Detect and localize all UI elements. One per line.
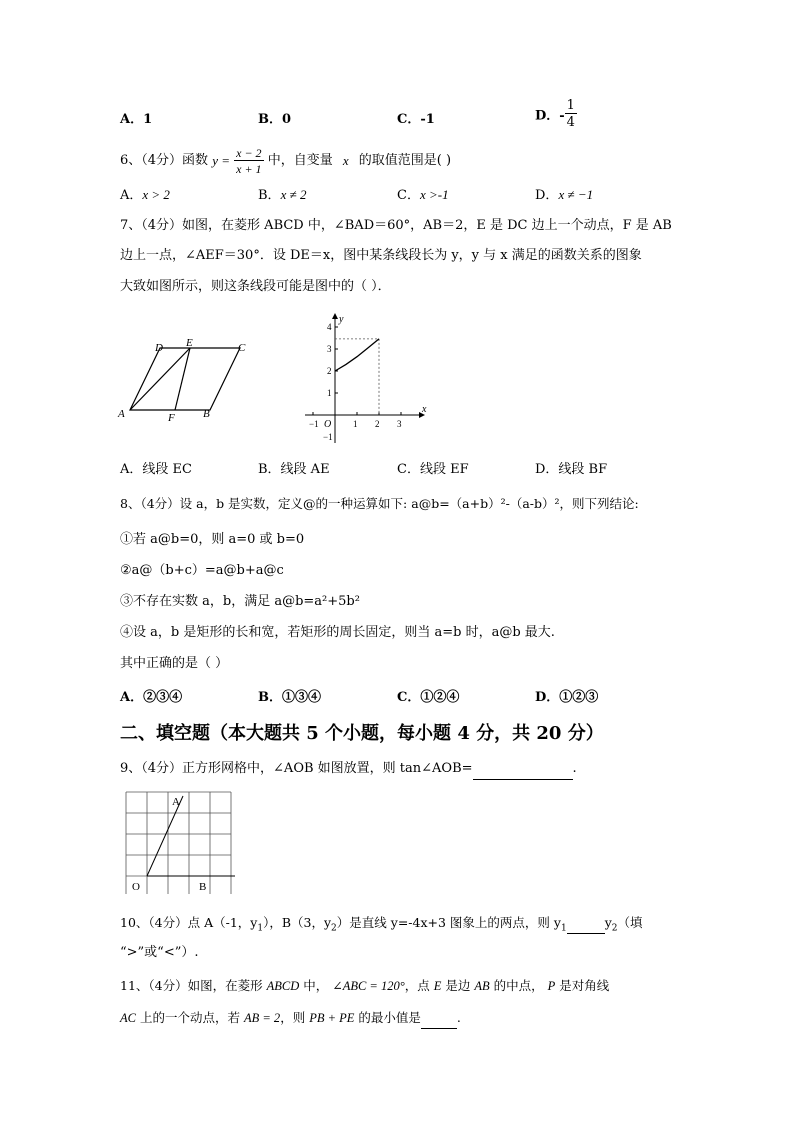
y-tick-label-negative: −1 — [323, 432, 333, 442]
label-d: D — [155, 342, 163, 354]
q9-grid-figure — [120, 788, 240, 898]
label-c: C — [238, 342, 246, 354]
q6-option-b: B．x ≠ 2 — [258, 187, 307, 203]
x-tick-label: 1 — [353, 419, 358, 429]
graph-x-label: x — [422, 404, 427, 415]
graph-origin-label: O — [324, 419, 332, 430]
y-tick-label: 1 — [327, 388, 332, 398]
q7-line-1: 7、（4分）如图，在菱形 ABCD 中，∠BAD＝60°，AB＝2，E 是 DC 边上一个动点，F 是 AB — [120, 218, 672, 233]
q7-option-c: C．线段 EF — [397, 462, 469, 477]
x-tick-label: −1 — [309, 419, 319, 429]
y-tick-label: 4 — [327, 322, 332, 332]
q7-line-3: 大致如图所示，则这条线段可能是图中的（ ）． — [120, 279, 391, 294]
rhombus-outline — [130, 348, 240, 410]
q5-option-a: A．1 — [120, 112, 153, 127]
section-2-heading: 二、填空题（本大题共 5 个小题，每小题 4 分，共 20 分） — [120, 723, 604, 744]
q8-stem: 8、（4分）设 a，b 是实数，定义@的一种运算如下: a@b=（a+b）²-（a-b）²，则下列结论: — [120, 496, 639, 511]
label-a: A — [118, 408, 125, 420]
segment-ae — [130, 348, 190, 410]
q7-rhombus-figure — [115, 335, 260, 425]
q7-line-2: 边上一点，∠AEF＝30°．设 DE＝x，图中某条线段长为 y，y 与 x 满足的函数关系的图象 — [120, 248, 642, 263]
q8-option-c: C．①②④ — [397, 690, 460, 705]
q9-grid-lines — [126, 792, 235, 894]
graph-curve — [335, 339, 379, 371]
label-f: F — [168, 412, 175, 424]
label-b: B — [203, 408, 210, 420]
q5-option-b: B．0 — [258, 112, 292, 127]
q7-option-a: A．线段 EC — [120, 462, 192, 477]
grid-label-b: B — [199, 881, 207, 893]
q8-option-b: B．①③④ — [258, 690, 321, 705]
q7-function-graph — [295, 305, 435, 450]
q10-stem: 10、（4分）点 A（-1，$y_1$），B（3，$y_2$）是直线 y=-4x+3 图象上的两点，则 $y_1$ $y_2$（填 — [120, 915, 643, 934]
q6-stem: 6、（4分）函数 y = $\frac{x - 2}{x + 1}$ 中，自变量 x 的取值范围是( ) — [120, 146, 452, 176]
q8-question: 其中正确的是（ ） — [120, 656, 229, 671]
q6-option-d: D．x ≠ −1 — [535, 187, 594, 203]
q6-option-c: C．x >-1 — [397, 187, 449, 203]
y-tick-label: 2 — [327, 366, 332, 376]
q8-statement-2: ②a@（b+c）=a@b+a@c — [120, 563, 284, 578]
q5-option-d-fraction: $\frac{1}{4}$ — [566, 98, 575, 130]
q5-option-c: C．-1 — [397, 112, 435, 127]
q6-fraction: $\frac{x - 2}{x + 1}$ — [236, 146, 262, 176]
q7-option-d: D．线段 BF — [535, 462, 608, 477]
q11-line-2: AC 上的一个动点，若 AB = 2，则 PB + PE 的最小值是 . — [120, 1008, 461, 1029]
q8-statement-3: ③不存在实数 a，b，满足 a@b=a²+5b² — [120, 594, 360, 609]
q9-stem: 9、（4分）正方形网格中，∠AOB 如图放置，则 tan∠AOB= . — [120, 759, 577, 780]
q9-answer-blank[interactable] — [473, 759, 573, 780]
q6-option-a: A．x > 2 — [120, 187, 170, 203]
q11-answer-blank[interactable] — [421, 1008, 457, 1029]
q8-option-d: D．①②③ — [535, 690, 599, 705]
graph-y-label: y — [339, 314, 344, 325]
grid-label-a: A — [172, 796, 180, 808]
q10-line-2: “>”或“<”）. — [120, 945, 199, 960]
q11-line-1: 11、（4分）如图，在菱形 ABCD 中， ∠ABC = 120°，点 E 是边 AB 的中点， P 是对角线 — [120, 978, 610, 993]
q8-statement-1: ①若 a@b=0，则 a=0 或 b=0 — [120, 532, 305, 547]
q7-option-b: B．线段 AE — [258, 462, 330, 477]
x-tick-label: 3 — [397, 419, 402, 429]
q8-option-a: A．②③④ — [120, 690, 183, 705]
segment-ef — [175, 348, 190, 410]
x-tick-label: 2 — [375, 419, 380, 429]
label-e: E — [186, 337, 193, 349]
q8-statement-4: ④设 a，b 是矩形的长和宽，若矩形的周长固定，则当 a=b 时，a@b 最大. — [120, 625, 555, 640]
y-tick-label: 3 — [327, 344, 332, 354]
q5-option-d: D．- $\frac{1}{4}$ — [535, 98, 575, 130]
grid-label-o: O — [132, 881, 140, 893]
ray-oa — [147, 796, 183, 876]
q10-answer-blank[interactable] — [567, 913, 605, 934]
